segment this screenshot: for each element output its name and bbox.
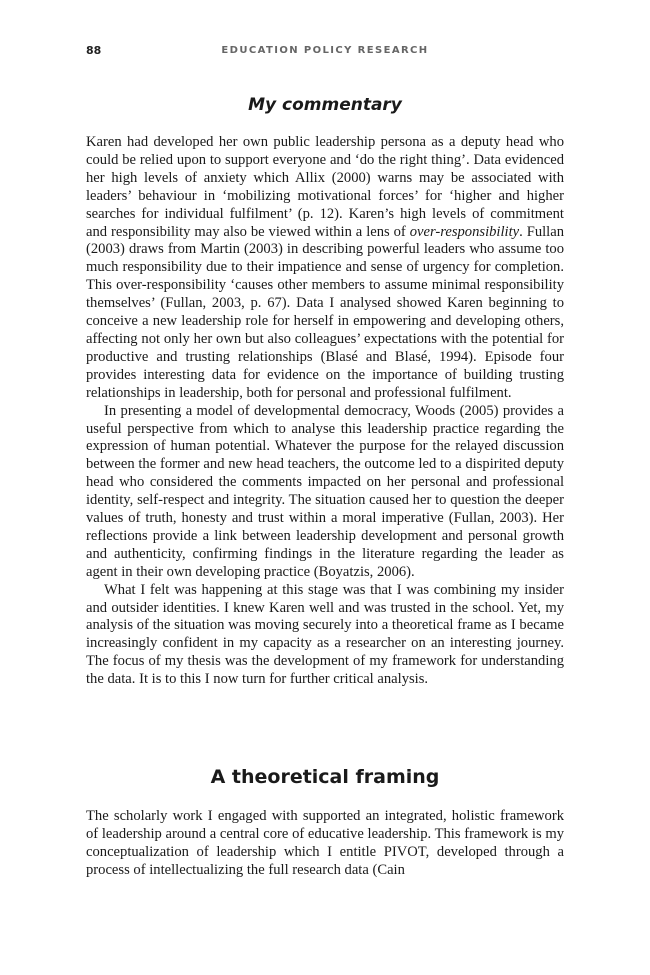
paragraph: In presenting a model of developmental democracy, Woods (2005) provides a useful perspective from which to analyse this leadership practice regarding the expression of human potential. Whatever the purpose for the relayed discussion between the former and new head teachers, the outcome led to a dispirited deputy head who considered the comments impacted on her personal and professional identity, self-respect and integrity. The situation caused her to question the deeper values of truth, honesty and trust within a moral imperative (Fullan, 2003). Her reflections provide a link between leadership development and personal growth and authenticity, confirming findings in the literature regarding the leader as agent in their own developing practice (Boyatzis, 2006). [86,402,564,580]
paragraph: The scholarly work I engaged with supported an integrated, holistic framework of leadership around a central core of educative leadership. This framework is my conceptualization of leadership which I entitle PIVOT, developed through a process of intellectualizing the full research data (Cain [86,808,564,878]
page-header [86,44,564,64]
page-number: 88 [86,44,102,57]
commentary-body [86,134,564,689]
running-head: EDUCATION POLICY RESEARCH [221,45,429,56]
section-title-my-commentary: My commentary [248,95,402,115]
framing-body [86,808,564,880]
paragraph: Karen had developed her own public leadership persona as a deputy head who could be relied upon to support everyone and ‘do the right thing’. Data evidenced her high levels of anxiety which Allix (2000) warns may be associated with leaders’ behaviour in ‘mobilizing motivational forces’ for ‘higher and higher searches for individual fulfilment’ (p. 12). Karen’s high levels of commitment and responsibility may also be viewed within a lens of over-responsibility. Fullan (2003) draws from Martin (2003) in describing powerful leaders who assume too much responsibility due to their impatience and sense of urgency for completion. This over-responsibility ‘causes other members to assume minimal responsibility themselves’ (Fullan, 2003, p. 67). Data I analysed showed Karen beginning to conceive a new leadership role for herself in empowering and developing others, affecting not only her own but also colleagues’ expectations with the potential for productive and trusting relationships (Blasé and Blasé, 1994). Episode four provides interesting data for evidence on the importance of building trusting relationships in leadership, both for personal and professional fulfilment. [86,134,565,401]
section-title-theoretical-framing: A theoretical framing [210,766,440,788]
paragraph: What I felt was happening at this stage was that I was combining my insider and outsider identities. I knew Karen well and was trusted in the school. Yet, my analysis of the situation was moving securely into a theoretical frame as I became increasingly confident in my capacity as a researcher on an interesting journey. The focus of my thesis was the development of my framework for understanding the data. It is to this I now turn for further critical analysis. [86,581,564,688]
